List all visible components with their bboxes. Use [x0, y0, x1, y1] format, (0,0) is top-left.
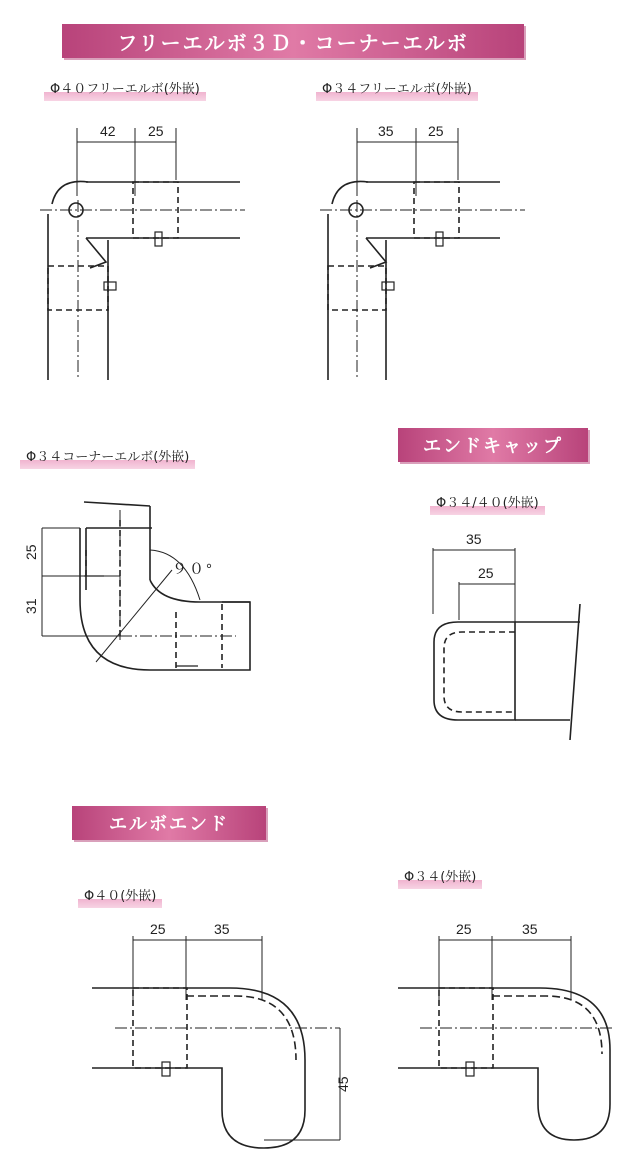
dim-end40-a: 25	[150, 921, 166, 937]
dim-end40-h: 45	[335, 1076, 351, 1092]
corner-elbow-34-drawing	[42, 502, 250, 670]
free-elbow-34-drawing	[320, 128, 525, 380]
dim-end40-b: 35	[214, 921, 230, 937]
caption-elbow-end-34: Φ３４(外嵌)	[398, 866, 482, 889]
banner-elbow-end: エルボエンド	[72, 806, 266, 840]
dim-corner-b: 31	[23, 598, 39, 614]
elbow-end-34-drawing	[398, 936, 612, 1140]
end-cap-drawing	[433, 548, 580, 740]
dim-endcap-a: 35	[466, 531, 482, 547]
dim-corner-a: 25	[23, 544, 39, 560]
dim-free34-b: 25	[428, 123, 444, 139]
elbow-end-40-drawing	[92, 936, 340, 1148]
dim-corner-angle: ９０°	[172, 561, 214, 578]
caption-free-elbow-34: Φ３４フリーエルボ(外嵌)	[316, 78, 478, 101]
free-elbow-40-drawing	[40, 128, 245, 380]
dim-free40-a: 42	[100, 123, 116, 139]
banner-end-cap: エンドキャップ	[398, 428, 588, 462]
dim-endcap-b: 25	[478, 565, 494, 581]
caption-elbow-end-40: Φ４０(外嵌)	[78, 885, 162, 908]
dim-free34-a: 35	[378, 123, 394, 139]
caption-end-cap-34-40: Φ３４/４０(外嵌)	[430, 492, 545, 515]
caption-corner-elbow-34: Φ３４コーナーエルボ(外嵌)	[20, 446, 195, 469]
banner-free-elbow-3d-corner-elbow: フリーエルボ３Ｄ・コーナーエルボ	[62, 24, 524, 58]
dim-end34-b: 35	[522, 921, 538, 937]
dim-free40-b: 25	[148, 123, 164, 139]
dim-end34-a: 25	[456, 921, 472, 937]
caption-free-elbow-40: Φ４０フリーエルボ(外嵌)	[44, 78, 206, 101]
